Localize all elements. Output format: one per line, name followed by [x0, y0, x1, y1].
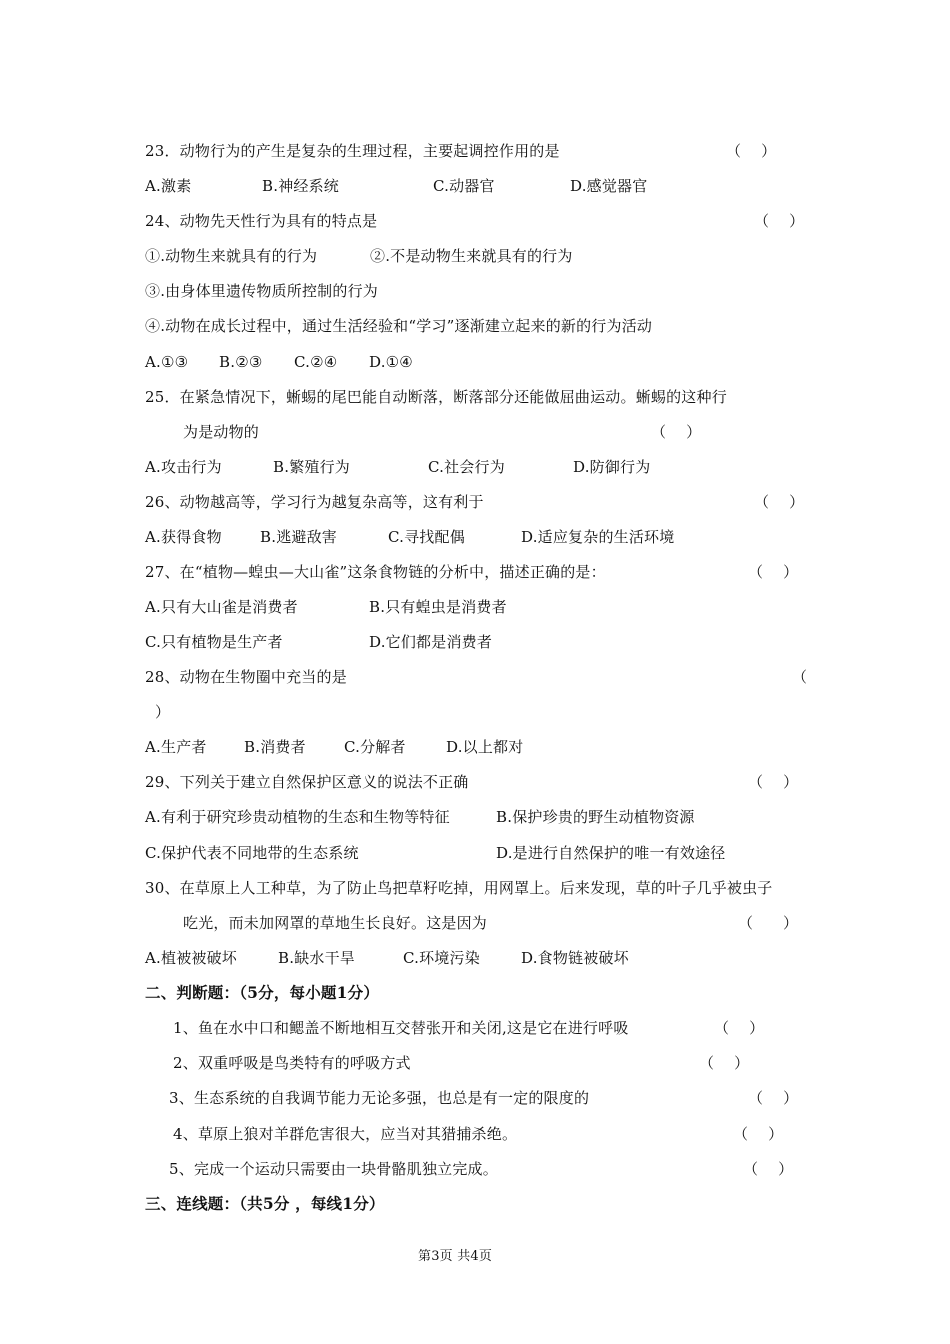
- question-24-option-c: C.②④: [294, 353, 338, 371]
- judge-item-1-answer-blank: （ ）: [714, 1019, 765, 1037]
- judge-item-5: 5、完成一个运动只需要由一块骨骼肌独立完成。: [169, 1160, 498, 1178]
- question-30-option-d: D.食物链被破坏: [521, 949, 629, 967]
- question-26-option-a: A.获得食物: [145, 528, 222, 546]
- section-2-heading: 二、判断题：（5分，每小题1分）: [145, 983, 380, 1002]
- question-30-stem-continued: 吃光，而未加网罩的草地生长良好。这是因为: [183, 914, 488, 932]
- judge-item-4-answer-blank: （ ）: [733, 1125, 784, 1143]
- question-29-option-a: A.有利于研究珍贵动植物的生态和生物等特征: [145, 808, 450, 826]
- question-25-option-a: A.攻击行为: [145, 458, 222, 476]
- question-24-item-3: ③.由身体里遗传物质所控制的行为: [145, 282, 378, 300]
- question-26-stem: 26、动物越高等，学习行为越复杂高等，这有利于: [145, 493, 484, 511]
- question-26-option-b: B.逃避敌害: [260, 528, 337, 546]
- judge-item-5-answer-blank: （ ）: [743, 1160, 794, 1178]
- question-24-option-b: B.②③: [219, 353, 263, 371]
- question-30-option-c: C.环境污染: [403, 949, 480, 967]
- judge-item-2-answer-blank: （ ）: [699, 1054, 750, 1072]
- question-27-option-c: C.只有植物是生产者: [145, 633, 283, 651]
- question-24-answer-blank: （ ）: [754, 212, 805, 230]
- question-23-option-a: A.激素: [145, 177, 192, 195]
- question-25-stem: 25．在紧急情况下，蜥蜴的尾巴能自动断落，断落部分还能做屈曲运动。蜥蜴的这种行: [145, 388, 727, 406]
- question-28-option-a: A.生产者: [145, 738, 207, 756]
- question-28-option-b: B.消费者: [244, 738, 306, 756]
- question-30-answer-blank: （ ）: [738, 914, 799, 932]
- question-28-stem: 28、动物在生物圈中充当的是: [145, 668, 347, 686]
- page-number: 第3页 共4页: [418, 1249, 493, 1264]
- question-23-option-d: D.感觉器官: [570, 177, 648, 195]
- question-23-option-b: B.神经系统: [262, 177, 339, 195]
- question-30-option-a: A.植被被破坏: [145, 949, 238, 967]
- question-29-option-d: D.是进行自然保护的唯一有效途径: [496, 844, 726, 862]
- question-23-option-c: C.动器官: [433, 177, 495, 195]
- judge-item-3: 3、生态系统的自我调节能力无论多强，也总是有一定的限度的: [169, 1089, 590, 1107]
- section-3-heading: 三、连线题：（共5分 ，每线1分）: [145, 1194, 385, 1213]
- question-24-stem: 24、动物先天性行为具有的特点是: [145, 212, 378, 230]
- question-24-item-1: ①.动物生来就具有的行为: [145, 247, 318, 265]
- question-28-option-c: C.分解者: [344, 738, 406, 756]
- question-29-option-c: C.保护代表不同地带的生态系统: [145, 844, 359, 862]
- question-27-option-b: B.只有蝗虫是消费者: [369, 598, 507, 616]
- question-24-item-4: ④.动物在成长过程中，通过生活经验和“学习”逐渐建立起来的新的行为活动: [145, 317, 653, 335]
- question-27-stem: 27、在“植物—蝗虫—大山雀”这条食物链的分析中，描述正确的是：: [145, 563, 606, 581]
- question-27-answer-blank: （ ）: [748, 563, 799, 581]
- question-29-answer-blank: （ ）: [748, 773, 799, 791]
- question-24-option-a: A.①③: [145, 353, 189, 371]
- question-26-answer-blank: （ ）: [754, 493, 805, 511]
- question-23-answer-blank: （ ）: [726, 142, 777, 160]
- question-29-stem: 29、下列关于建立自然保护区意义的说法不正确: [145, 773, 469, 791]
- question-26-option-c: C.寻找配偶: [388, 528, 465, 546]
- question-27-option-a: A.只有大山雀是消费者: [145, 598, 298, 616]
- question-25-option-d: D.防御行为: [573, 458, 651, 476]
- question-30-stem: 30、在草原上人工种草，为了防止鸟把草籽吃掉，用网罩上。后来发现，草的叶子几乎被虫子: [145, 879, 773, 897]
- question-23-stem: 23．动物行为的产生是复杂的生理过程，主要起调控作用的是: [145, 142, 560, 160]
- question-28-paren-open: （: [792, 668, 808, 686]
- question-25-option-b: B.繁殖行为: [273, 458, 350, 476]
- question-28-paren-close: ）: [155, 703, 171, 721]
- question-27-option-d: D.它们都是消费者: [369, 633, 493, 651]
- judge-item-4: 4、草原上狼对羊群危害很大，应当对其猎捕杀绝。: [173, 1125, 518, 1143]
- question-24-item-2: ②.不是动物生来就具有的行为: [370, 247, 573, 265]
- question-24-option-d: D.①④: [369, 353, 413, 371]
- question-30-option-b: B.缺水干旱: [278, 949, 355, 967]
- question-26-option-d: D.适应复杂的生活环境: [521, 528, 675, 546]
- question-25-stem-continued: 为是动物的: [183, 423, 260, 441]
- judge-item-3-answer-blank: （ ）: [748, 1089, 799, 1107]
- question-29-option-b: B.保护珍贵的野生动植物资源: [496, 808, 695, 826]
- question-25-answer-blank: （ ）: [651, 423, 702, 441]
- question-25-option-c: C.社会行为: [428, 458, 505, 476]
- judge-item-1: 1、鱼在水中口和鳃盖不断地相互交替张开和关闭,这是它在进行呼吸: [173, 1019, 629, 1037]
- judge-item-2: 2、双重呼吸是鸟类特有的呼吸方式: [173, 1054, 411, 1072]
- question-28-option-d: D.以上都对: [446, 738, 524, 756]
